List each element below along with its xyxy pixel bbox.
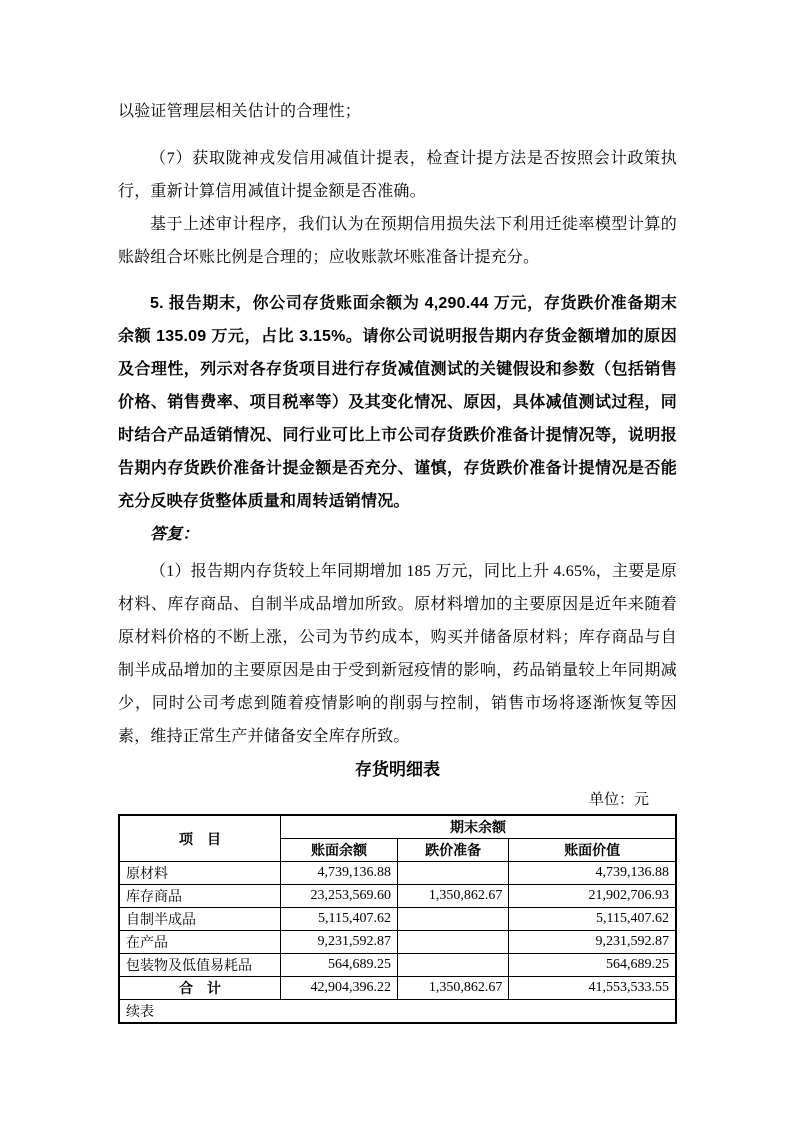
cell-provision: [397, 931, 508, 954]
column-header-period-end-balance-group: 期末余额: [281, 815, 676, 839]
column-header-book-value: 账面价值: [509, 839, 676, 862]
cell-book-balance: 564,689.25: [281, 954, 398, 977]
cell-item: 自制半成品: [119, 908, 281, 931]
cell-provision: [397, 954, 508, 977]
column-header-provision: 跌价准备: [397, 839, 508, 862]
table-row-packaging-consumables: [119, 954, 676, 977]
cell-book-balance: 4,739,136.88: [281, 862, 398, 885]
column-header-item: 项 目: [119, 815, 281, 862]
table-header-row-group: [119, 815, 676, 839]
paragraph-audit-conclusion: 基于上述审计程序，我们认为在预期信用损失法下利用迁徙率模型计算的账龄组合坏账比例是合理的；应收账款坏账准备计提充分。: [118, 216, 677, 266]
unit-label: 单位：元: [588, 792, 649, 808]
table-title: 存货明细表: [355, 760, 440, 779]
column-header-book-balance: 账面余额: [281, 839, 398, 862]
cell-book-balance: 9,231,592.87: [281, 931, 398, 954]
table-row-work-in-progress: [119, 931, 676, 954]
cell-continued-label: 续表: [119, 1000, 676, 1024]
cell-item: 库存商品: [119, 885, 281, 908]
paragraph-continuation: 以验证管理层相关估计的合理性；: [118, 103, 362, 120]
cell-book-balance: 23,253,569.60: [281, 885, 398, 908]
cell-provision: 1,350,862.67: [397, 885, 508, 908]
cell-provision: [397, 908, 508, 931]
cell-book-value: 5,115,407.62: [509, 908, 676, 931]
cell-item: 包装物及低值易耗品: [119, 954, 281, 977]
cell-total-book-value: 41,553,533.55: [509, 977, 676, 1000]
table-row-semi-finished: [119, 908, 676, 931]
table-row-finished-goods: [119, 885, 676, 908]
cell-book-value: 4,739,136.88: [509, 862, 676, 885]
cell-book-value: 9,231,592.87: [509, 931, 676, 954]
reply-paragraph-1: （1）报告期内存货较上年同期增加 185 万元，同比上升 4.65%，主要是原材料、库存商品、自制半成品增加所致。原材料增加的主要原因是近年来随着原材料价格的不断上涨，公司为节约成本，购买并储备原材料；库存商品与自制半成品增加的主要原因是由于受到新冠疫情的影响，药品销量较上年同期减少，同时公司考虑到随着疫情影响的削弱与控制，销售市场将逐渐恢复等因素，维持正常生产并储备安全库存所致。: [118, 563, 677, 745]
cell-item: 在产品: [119, 931, 281, 954]
reply-label: 答复：: [150, 526, 199, 543]
paragraph-audit-step-7: （7）获取陇神戎发信用减值计提表，检查计提方法是否按照会计政策执行，重新计算信用减值计提金额是否准确。: [118, 150, 677, 200]
cell-item: 原材料: [119, 862, 281, 885]
cell-total-book-balance: 42,904,396.22: [281, 977, 398, 1000]
cell-total-label: 合 计: [119, 977, 281, 1000]
cell-book-value: 564,689.25: [509, 954, 676, 977]
inventory-table: [118, 814, 677, 1024]
cell-book-value: 21,902,706.93: [509, 885, 676, 908]
cell-provision: [397, 862, 508, 885]
cell-book-balance: 5,115,407.62: [281, 908, 398, 931]
cell-total-provision: 1,350,862.67: [397, 977, 508, 1000]
table-row-total: [119, 977, 676, 1000]
table-row-continued: [119, 1000, 676, 1024]
table-row-raw-materials: [119, 862, 676, 885]
question-item-5: 5. 报告期末，你公司存货账面余额为 4,290.44 万元，存货跌价准备期末余额 135.09 万元，占比 3.15%。请你公司说明报告期内存货金额增加的原因及合理性，列示对各存货项目进行存货减值测试的关键假设和参数（包括销售价格、销售费率、项目税率等）及其变化情况、原因，具体减值测试过程，同时结合产品适销情况、同行业可比上市公司存货跌价准备计提情况等，说明报告期内存货跌价准备计提金额是否充分、谨慎，存货跌价准备计提情况是否能充分反映存货整体质量和周转适销情况。: [118, 295, 677, 510]
